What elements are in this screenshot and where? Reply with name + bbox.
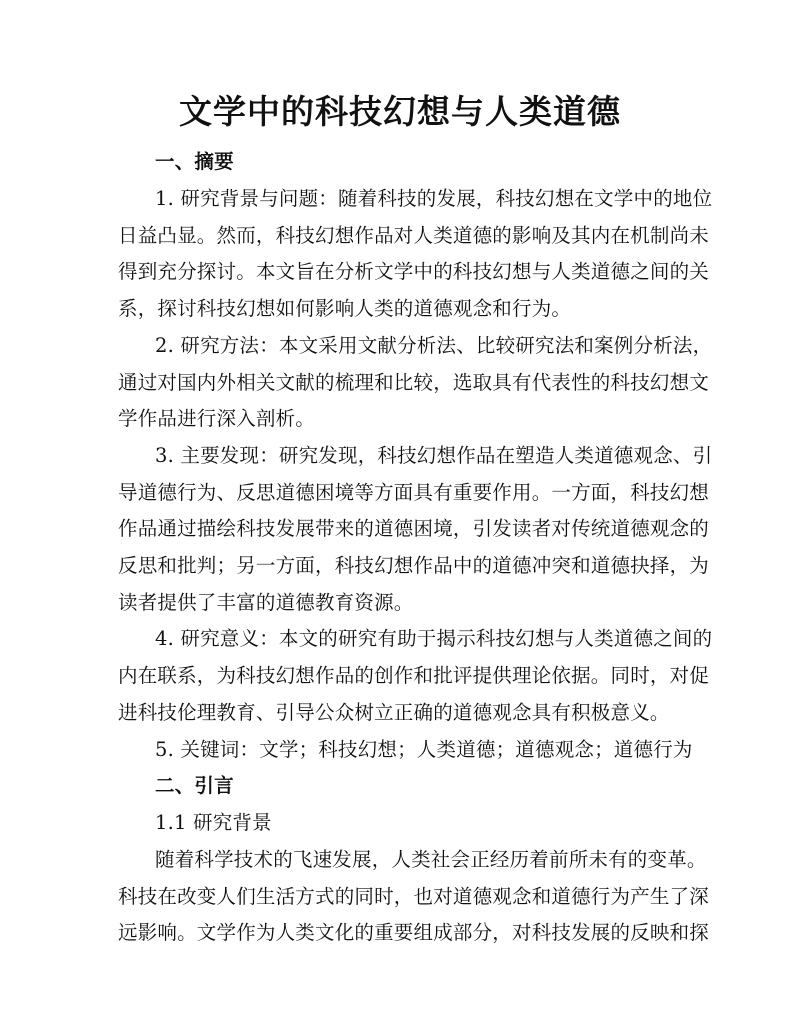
subsection-heading: 1.1 研究背景	[155, 811, 272, 834]
paragraph-line: 科技在改变人们生活方式的同时，也对道德观念和道德行为产生了深	[118, 885, 710, 908]
paragraph-line: 3. 主要发现：研究发现，科技幻想作品在塑造人类道德观念、引	[155, 444, 713, 467]
paragraph-line: 作品通过描绘科技发展带来的道德困境，引发读者对传统道德观念的	[118, 517, 710, 540]
paragraph-line: 得到充分探讨。本文旨在分析文学中的科技幻想与人类道德之间的关	[118, 260, 710, 283]
paragraph-line: 4. 研究意义：本文的研究有助于揭示科技幻想与人类道德之间的	[155, 627, 713, 650]
section-heading-introduction: 二、引言	[155, 774, 234, 797]
paragraph-line: 通过对国内外相关文献的梳理和比较，选取具有代表性的科技幻想文	[118, 371, 710, 394]
paragraph-line: 进科技伦理教育、引导公众树立正确的道德观念具有积极意义。	[118, 701, 670, 724]
paragraph-line: 读者提供了丰富的道德教育资源。	[118, 591, 414, 614]
keywords-line: 5. 关键词：文学；科技幻想；人类道德；道德观念；道德行为	[155, 738, 693, 761]
paragraph-line: 内在联系，为科技幻想作品的创作和批评提供理论依据。同时，对促	[118, 664, 710, 687]
paragraph-line: 1. 研究背景与问题：随着科技的发展，科技幻想在文学中的地位	[155, 187, 713, 210]
paragraph-line: 2. 研究方法：本文采用文献分析法、比较研究法和案例分析法，	[155, 334, 713, 357]
paragraph-line: 导道德行为、反思道德困境等方面具有重要作用。一方面，科技幻想	[118, 481, 710, 504]
paragraph-line: 反思和批判；另一方面，科技幻想作品中的道德冲突和道德抉择，为	[118, 554, 710, 577]
paragraph-line: 远影响。文学作为人类文化的重要组成部分，对科技发展的反映和探	[118, 921, 710, 944]
paragraph-line: 日益凸显。然而，科技幻想作品对人类道德的影响及其内在机制尚未	[118, 224, 710, 247]
document-title: 文学中的科技幻想与人类道德	[179, 92, 621, 131]
paragraph-line: 系，探讨科技幻想如何影响人类的道德观念和行为。	[118, 297, 572, 320]
section-heading-abstract: 一、摘要	[155, 150, 234, 173]
paragraph-line: 随着科学技术的飞速发展，人类社会正经历着前所未有的变革。	[155, 848, 707, 871]
paragraph-line: 学作品进行深入剖析。	[118, 407, 316, 430]
